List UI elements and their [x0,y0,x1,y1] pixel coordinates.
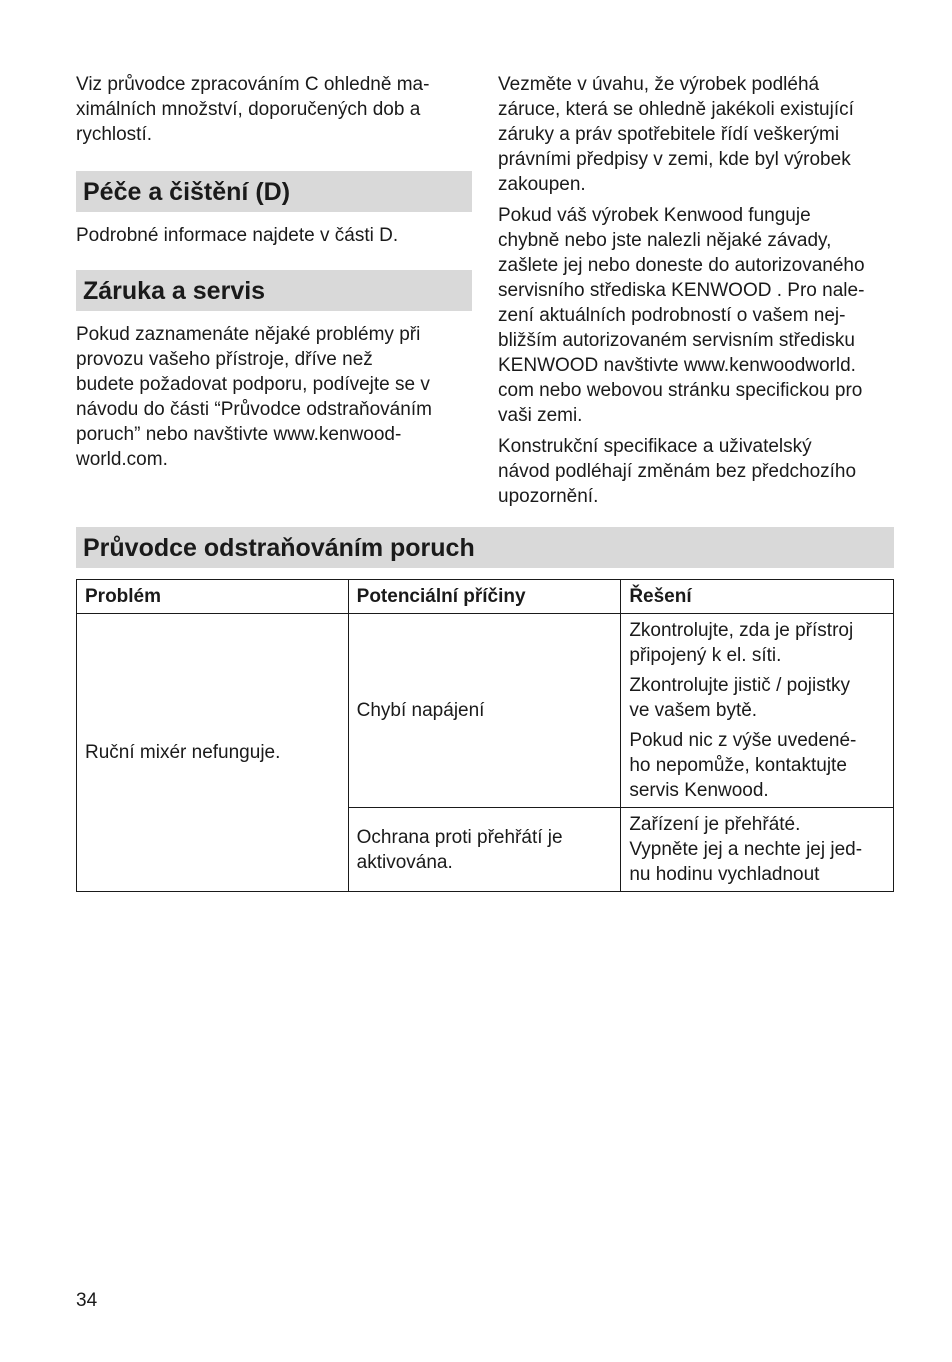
troubleshooting-table [76,579,894,892]
warranty-heading: Záruka a servis [76,270,472,311]
solution-item: Zařízení je přehřáté. Vypněte jej a nechte jej jed- nu hodinu vychladnout [629,814,863,885]
cause-cell: Chybí napájení [348,614,621,808]
troubleshooting-heading: Průvodce odstraňováním poruch [76,527,894,568]
intro-paragraph: Viz průvodce zpracováním C ohledně ma- ximálních množství, doporučených dob a rychlostí. [76,74,430,145]
table-row [77,614,894,808]
right-column [498,72,894,515]
care-paragraph: Podrobné informace najdete v části D. [76,225,399,246]
header-solution: Řešení [621,580,894,614]
specification-paragraph: Konstrukční specifikace a uživatelský návod podléhají změnám bez předchozího upozornění. [498,436,857,507]
left-column [76,72,472,478]
solution-cell [621,808,894,892]
table-header-row [77,580,894,614]
header-causes: Potenciální příčiny [348,580,621,614]
warranty-paragraph: Pokud zaznamenáte nějaké problémy při provozu vašeho přístroje, dříve než budete požadovat podporu, podívejte se v návodu do části “Průvodce odstraňováním poruch” nebo navštivte www.kenwood- world.com. [76,324,432,470]
care-heading: Péče a čištění (D) [76,171,472,212]
header-problem: Problém [77,580,349,614]
problem-cell: Ruční mixér nefunguje. [77,614,349,892]
solution-cell [621,614,894,808]
service-paragraph: Pokud váš výrobek Kenwood funguje chybně nebo jste nalezli nějaké závady, zašlete jej nebo doneste do autorizovaného servisního střediska KENWOOD . Pro nale- zení aktuálních podrobností o vašem nej- bližším autorizovaném servisním středisku KENWOOD navštivte www.kenwoodworld. com nebo webovou stránku specifickou pro vaši zemi. [498,205,865,426]
solution-item: Zkontrolujte jistič / pojistky ve vašem bytě. [629,675,850,721]
page-number: 34 [76,1290,98,1311]
solution-item: Pokud nic z výše uvedené- ho nepomůže, kontaktujte servis Kenwood. [629,730,857,801]
warranty-terms-paragraph: Vezměte v úvahu, že výrobek podléhá záruce, která se ohledně jakékoli existující záruky a práv spotřebitele řídí veškerými právními předpisy v zemi, kde byl výrobek zakoupen. [498,74,854,195]
cause-cell: Ochrana proti přehřátí je aktivována. [348,808,621,892]
solution-item: Zkontrolujte, zda je přístroj připojený k el. síti. [629,620,854,666]
